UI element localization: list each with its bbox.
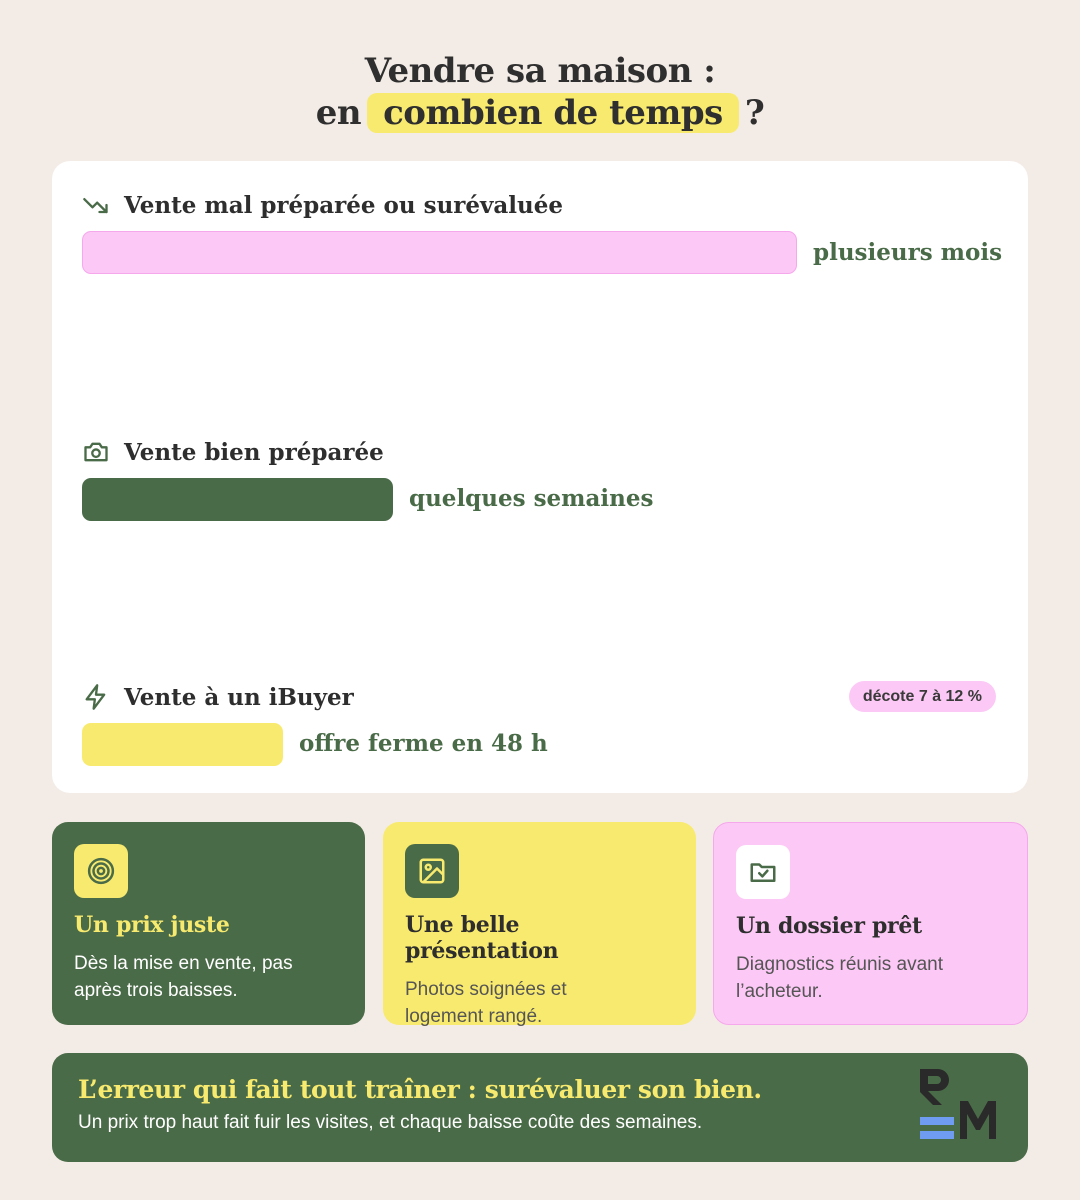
lightning-icon (82, 683, 110, 711)
image-icon (417, 856, 447, 886)
row-label-2 (82, 438, 384, 466)
tile-presentation (383, 822, 696, 1025)
tile-text-line: Dès la mise en vente, pas (74, 953, 293, 974)
bottom-banner (52, 1053, 1028, 1162)
tile-text (74, 950, 343, 1004)
tile-ready-file (713, 822, 1028, 1025)
row-label-text-3: Vente à un iBuyer (124, 683, 354, 711)
title-line-2 (0, 92, 1080, 134)
bar-ibuyer (82, 723, 283, 766)
row-label-text-2: Vente bien préparée (124, 438, 384, 466)
chart-card (52, 161, 1028, 793)
title-line-1: Vendre sa maison : (364, 51, 716, 91)
banner-text: Un prix trop haut fait fuir les visites, et chaque baisse coûte des semaines. (78, 1112, 703, 1133)
title-highlight: combien de temps (367, 93, 739, 133)
target-icon (86, 856, 116, 886)
discount-badge: décote 7 à 12 % (849, 681, 996, 712)
title-prefix: en (315, 93, 362, 133)
tile-title: Une belle présentation (405, 912, 559, 964)
tile-title: Un dossier prêt (736, 913, 922, 939)
row-label-1 (82, 191, 563, 219)
tile-icon-box (736, 845, 790, 899)
bar-well-prepared (82, 478, 393, 521)
tile-icon-box (405, 844, 459, 898)
banner-title: L’erreur qui fait tout traîner : surévaluer son bien. (78, 1075, 762, 1104)
bar-value-label-3: offre ferme en 48 h (299, 730, 548, 757)
bar-poorly-prepared (82, 231, 797, 274)
row-label-3 (82, 683, 354, 711)
bar-value-label-1: plusieurs mois (813, 239, 1003, 266)
tile-text-line: logement rangé. (405, 1006, 543, 1027)
tile-title: Un prix juste (74, 912, 230, 938)
camera-icon (82, 438, 110, 466)
tile-text (405, 976, 674, 1030)
rm-logo-icon (918, 1067, 998, 1147)
tile-text-line: l’acheteur. (736, 981, 823, 1002)
tile-fair-price (52, 822, 365, 1025)
tile-text (736, 951, 1005, 1005)
folder-check-icon (748, 857, 778, 887)
tile-text-line: Photos soignées et (405, 979, 567, 1000)
trending-down-icon (82, 191, 110, 219)
bar-value-label-2: quelques semaines (409, 485, 654, 512)
tile-text-line: après trois baisses. (74, 980, 238, 1001)
row-label-text-1: Vente mal préparée ou surévaluée (124, 191, 564, 219)
page-title (0, 50, 1080, 134)
tile-text-line: Diagnostics réunis avant (736, 954, 943, 975)
tile-icon-box (74, 844, 128, 898)
title-suffix: ? (744, 93, 765, 133)
